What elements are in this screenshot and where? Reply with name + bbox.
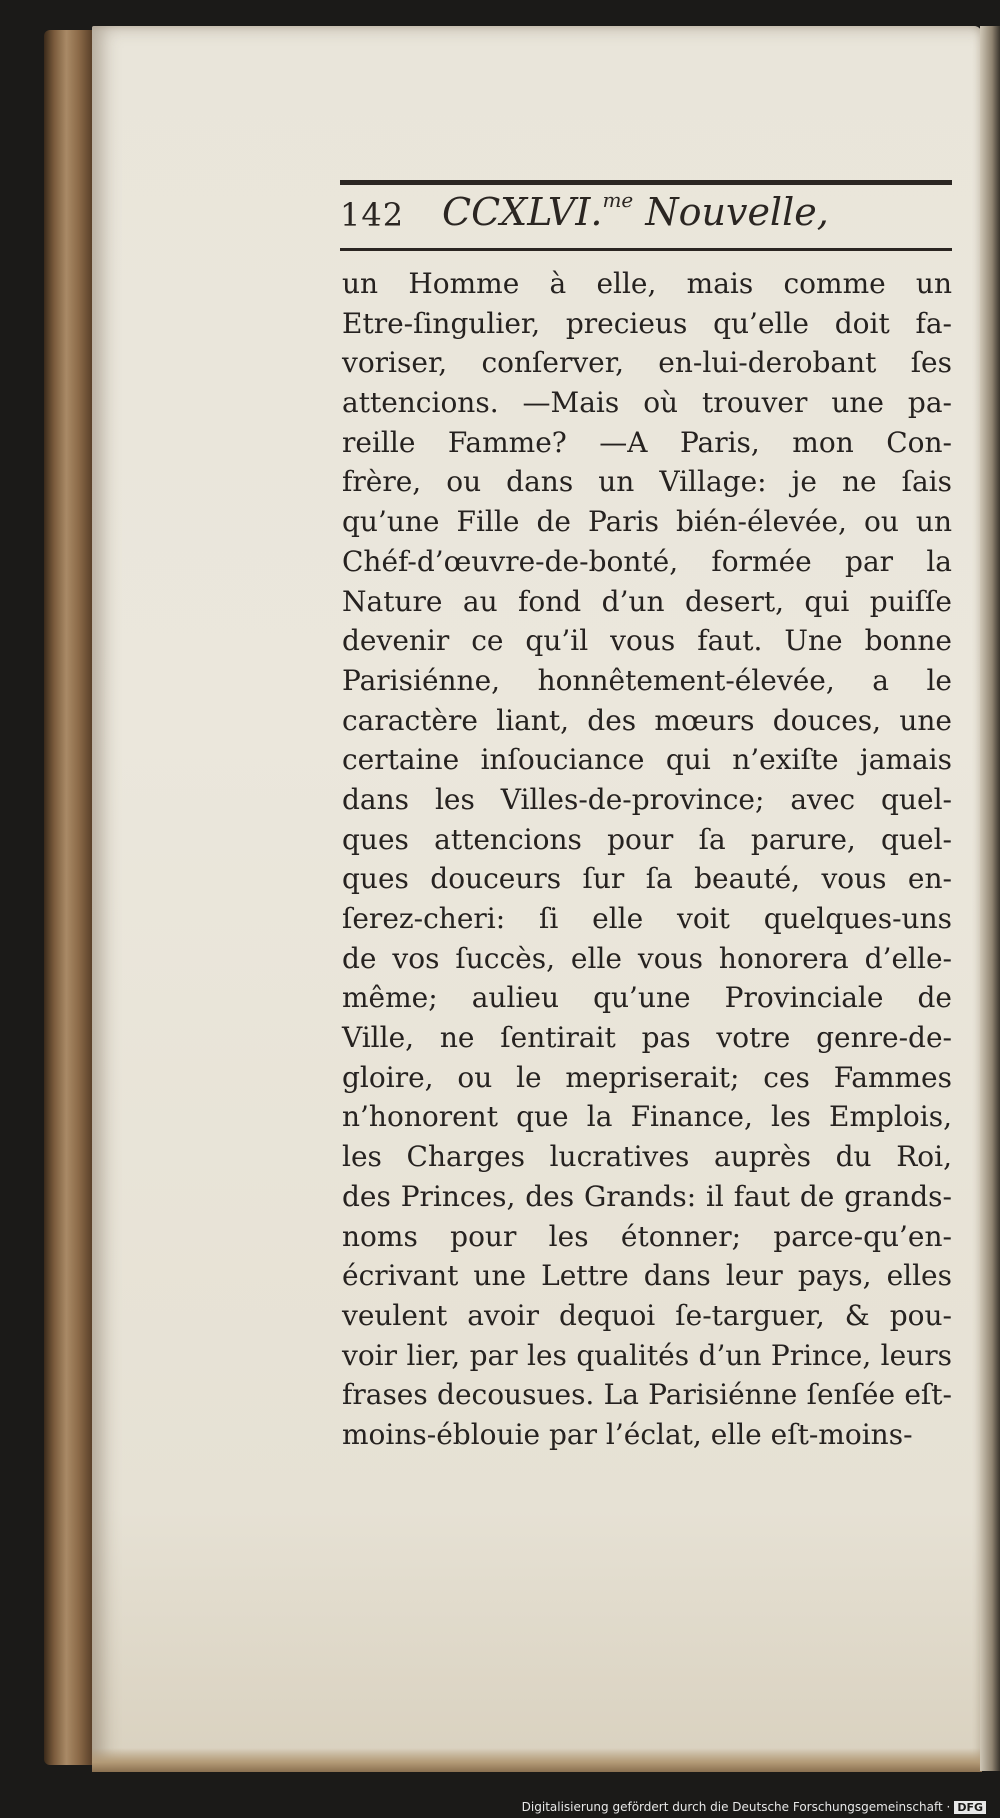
text-line: veulent avoir dequoi ſe-targuer, & pou- [342,1298,952,1332]
text-line: reille Famme? —A Paris, mon Con- [342,425,952,459]
text-line: moins-éblouie par l’éclat, elle eſt-moins- [342,1417,913,1451]
text-line: attencions. —Mais où trouver une pa- [342,386,952,420]
text-line: caractère liant, des mœurs douces, une [342,703,952,737]
header-rule-top [340,180,952,185]
text-line: Chéf-d’œuvre-de-bonté, formée par la [342,544,952,578]
body-text [342,264,952,1455]
text-line: même; aulieu qu’une Provinciale de [342,981,952,1015]
running-header [340,180,952,254]
text-line: de vos ſuccès, elle vous honorera d’elle- [342,941,952,975]
text-line: certaine inſouciance qui n’exiſte jamais [342,743,952,777]
text-line: dans les Villes-de-province; avec quel- [342,782,952,816]
text-line: écrivant une Lettre dans leur pays, elles [342,1259,952,1293]
text-line: les Charges lucratives auprès du Roi, [342,1140,952,1174]
page-bottom-edge [92,1748,982,1772]
text-line: gloire, ou le mepriserait; ces Fammes [342,1060,952,1094]
text-line: n’honorent que la Finance, les Emplois, [342,1100,952,1134]
running-title [442,188,829,234]
text-line: voir lier, par les qualités d’un Prince, leurs [342,1338,952,1372]
text-line: ques attencions pour ſa parure, quel- [342,822,952,856]
text-line: Nature au fond d’un desert, qui puiſſe [342,584,952,618]
credit-text: Digitalisierung gefördert durch die Deutsche Forschungsgemeinschaft · [521,1800,951,1814]
text-line: un Homme à elle, mais comme un [342,267,952,300]
text-line: Etre-ſingulier, precieus qu’elle doit fa- [342,306,952,340]
text-line: frère, ou dans un Village: je ne ſais [342,465,952,499]
text-line: Parisiénne, honnêtement-élevée, a le [342,663,952,697]
page-number: 142 [340,196,405,234]
title-roman: CCXLVI. [442,190,603,234]
text-line: frases decousues. La Parisiénne ſenſée eſt- [342,1378,952,1412]
text-line: devenir ce qu’il vous faut. Une bonne [342,624,952,658]
dfg-logo: DFG [954,1801,986,1814]
text-line: qu’une Fille de Paris bién-élevée, ou un [342,505,952,539]
title-word: Nouvelle, [645,190,829,234]
text-line: voriser, conſerver, en-lui-derobant ſes [342,346,952,380]
text-line: ques douceurs ſur ſa beauté, vous en- [342,862,952,896]
text-line: Ville, ne ſentirait pas votre genre-de- [342,1021,952,1055]
page-right-edge [980,26,1000,1771]
text-line: ſerez-cheri: ſi elle voit quelques-uns [342,902,952,935]
text-line: des Princes, des Grands: il faut de grands- [342,1179,952,1213]
digitization-credit [522,1800,986,1814]
text-line: noms pour les étonner; parce-qu’en- [342,1219,952,1253]
title-superscript: me [602,188,634,212]
header-rule-bottom [340,248,952,251]
